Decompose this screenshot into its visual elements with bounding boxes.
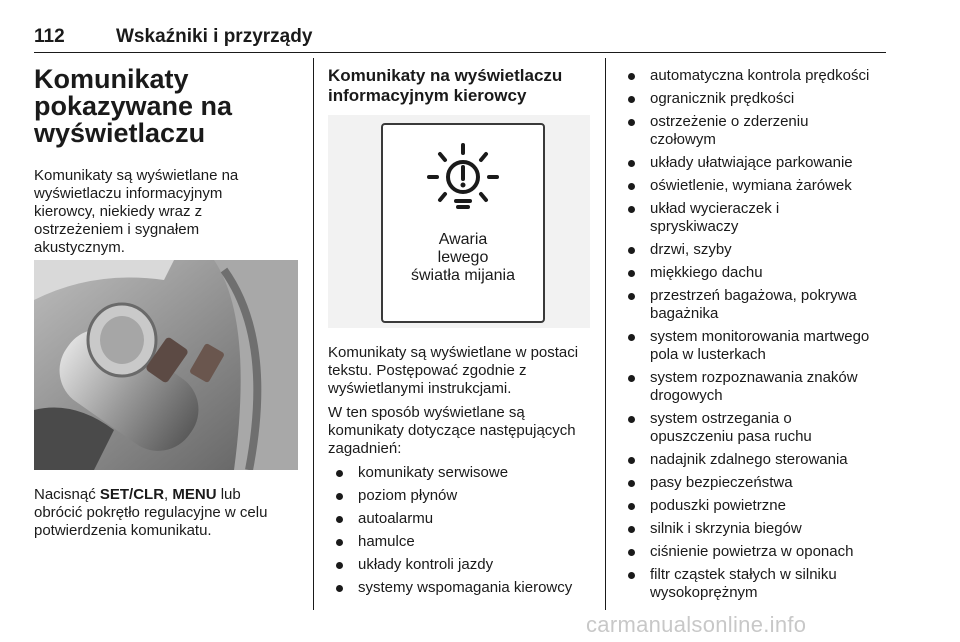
heading-line: wyświetlaczu — [34, 118, 206, 148]
text-run: lub — [216, 486, 241, 503]
bullet-icon — [628, 416, 635, 423]
list-item — [620, 287, 890, 323]
watermark: carmanualsonline.info — [586, 612, 807, 637]
bullet-icon — [628, 549, 635, 556]
text-line: obrócić pokrętło regulacyjne w celu — [34, 504, 268, 521]
list-item-text: system monitorowania martwego — [650, 328, 870, 345]
bullet-icon — [628, 293, 635, 300]
text-line: kierowcy, niekiedy wraz z — [34, 203, 203, 220]
text-line: ostrzeżeniem i sygnałem — [34, 221, 200, 238]
text-run: , — [164, 486, 173, 503]
column-1 — [34, 60, 300, 257]
paragraph-1 — [328, 344, 594, 398]
list-item — [620, 154, 890, 172]
bullet-icon — [628, 375, 635, 382]
list-item-text: układ wycieraczek i — [650, 200, 780, 217]
list-item-text: system rozpoznawania znaków — [650, 369, 858, 386]
bullet-icon — [336, 470, 343, 477]
exterior-light-fault-icon — [423, 139, 503, 219]
bullet-icon — [628, 119, 635, 126]
text-line: komunikaty dotyczące następujących — [328, 422, 576, 439]
warning-text — [383, 231, 543, 285]
list-item-text: drzwi, szyby — [650, 241, 732, 258]
photo-caption — [34, 486, 300, 540]
list-item-text: filtr cząstek stałych w silniku — [650, 566, 837, 583]
topics-list-2 — [620, 67, 890, 602]
heading-line: Komunikaty na wyświetlaczu — [328, 66, 563, 85]
display-illustration — [328, 115, 590, 328]
bullet-icon — [628, 480, 635, 487]
list-item-text: ciśnienie powietrza w oponach — [650, 543, 854, 560]
list-item — [620, 113, 890, 149]
text-line: Komunikaty są wyświetlane na — [34, 167, 239, 184]
list-item-text: wysokoprężnym — [650, 584, 758, 601]
list-item — [328, 579, 594, 597]
list-item-text: systemy wspomagania kierowcy — [358, 579, 573, 596]
column-2-body — [328, 344, 594, 602]
list-item-text: układy ułatwiające parkowanie — [650, 154, 853, 171]
bullet-icon — [628, 572, 635, 579]
list-item-text: czołowym — [650, 131, 716, 148]
list-item-text: pasy bezpieczeństwa — [650, 474, 793, 491]
list-item-text: automatyczna kontrola prędkości — [650, 67, 870, 84]
bullet-icon — [628, 73, 635, 80]
intro-paragraph — [34, 167, 300, 257]
list-item-text: ostrzeżenie o zderzeniu — [650, 113, 809, 130]
bullet-icon — [336, 585, 343, 592]
bullet-icon — [628, 183, 635, 190]
bullet-icon — [628, 206, 635, 213]
list-item-text: poziom płynów — [358, 487, 458, 504]
bullet-icon — [336, 562, 343, 569]
list-item-text: ogranicznik prędkości — [650, 90, 795, 107]
list-item — [620, 520, 890, 538]
list-item — [620, 410, 890, 446]
bullet-icon — [628, 503, 635, 510]
list-item — [620, 451, 890, 469]
list-item-text: pola w lusterkach — [650, 346, 766, 363]
heading-line: informacyjnym kierowcy — [328, 86, 527, 105]
text-line: zagadnień: — [328, 440, 402, 457]
list-item-text: oświetlenie, wymiana żarówek — [650, 177, 852, 194]
list-item — [620, 328, 890, 364]
page-header — [34, 26, 886, 50]
text-line: akustycznym. — [34, 239, 125, 256]
bullet-icon — [628, 270, 635, 277]
list-item — [620, 264, 890, 282]
list-item-text: silnik i skrzynia biegów — [650, 520, 802, 537]
list-item — [620, 200, 890, 236]
list-item-text: opuszczeniu pasa ruchu — [650, 428, 812, 445]
section-heading — [34, 66, 300, 147]
text-line: Awaria — [438, 231, 488, 248]
bullet-icon — [336, 539, 343, 546]
bullet-icon — [628, 526, 635, 533]
warning-message-display — [381, 123, 545, 323]
list-item-text: system ostrzegania o — [650, 410, 792, 427]
list-item — [620, 566, 890, 602]
list-item-text: hamulce — [358, 533, 415, 550]
list-item-text: autoalarmu — [358, 510, 434, 527]
paragraph-2 — [328, 404, 594, 458]
topics-list-1 — [328, 464, 594, 597]
bullet-icon — [628, 247, 635, 254]
header-rule — [34, 52, 886, 53]
heading-line: pokazywane na — [34, 91, 233, 121]
text-line: wyświetlaczu informacyjnym — [34, 185, 223, 202]
heading-line: Komunikaty — [34, 64, 189, 94]
list-item — [620, 543, 890, 561]
text-line: W ten sposób wyświetlane są — [328, 404, 525, 421]
list-item-text: drogowych — [650, 387, 723, 404]
list-item-text: układy kontroli jazdy — [358, 556, 494, 573]
column-divider-1 — [313, 58, 314, 610]
list-item-text: komunikaty serwisowe — [358, 464, 509, 481]
list-item-text: poduszki powietrzne — [650, 497, 786, 514]
bullet-icon — [628, 96, 635, 103]
column-2 — [328, 60, 594, 106]
list-item-text: spryskiwaczy — [650, 218, 739, 235]
list-item — [328, 510, 594, 528]
list-item — [620, 67, 890, 85]
list-item — [620, 474, 890, 492]
bullet-icon — [628, 457, 635, 464]
text-line: lewego — [437, 249, 489, 266]
text-line: tekstu. Postępować zgodnie z — [328, 362, 527, 379]
bullet-icon — [628, 334, 635, 341]
bullet-icon — [628, 160, 635, 167]
text-line: potwierdzenia komunikatu. — [34, 522, 212, 539]
list-item — [620, 90, 890, 108]
chapter-title: Wskaźniki i przyrządy — [116, 26, 313, 47]
list-item-text: nadajnik zdalnego sterowania — [650, 451, 848, 468]
subsection-heading — [328, 66, 594, 106]
list-item-text: bagażnika — [650, 305, 719, 322]
text-line: światła mijania — [410, 267, 516, 284]
list-item — [328, 464, 594, 482]
list-item-text: przestrzeń bagażowa, pokrywa — [650, 287, 857, 304]
list-item — [620, 241, 890, 259]
list-item-text: miękkiego dachu — [650, 264, 763, 281]
text-run: Nacisnąć — [34, 486, 100, 503]
column-divider-2 — [605, 58, 606, 610]
lever-illustration — [34, 260, 298, 470]
list-item — [620, 497, 890, 515]
page-number: 112 — [34, 26, 65, 47]
text-line: Komunikaty są wyświetlane w postaci — [328, 344, 579, 361]
list-item — [620, 177, 890, 195]
text-line: wyświetlanymi instrukcjami. — [328, 380, 512, 397]
steering-column-lever-photo — [34, 260, 298, 470]
column-3 — [620, 67, 890, 607]
list-item — [328, 487, 594, 505]
list-item — [620, 369, 890, 405]
list-item — [328, 556, 594, 574]
bullet-icon — [336, 516, 343, 523]
list-item — [328, 533, 594, 551]
set-clr-key-label: SET/CLR — [99, 486, 165, 503]
menu-key-label: MENU — [172, 486, 217, 503]
bullet-icon — [336, 493, 343, 500]
